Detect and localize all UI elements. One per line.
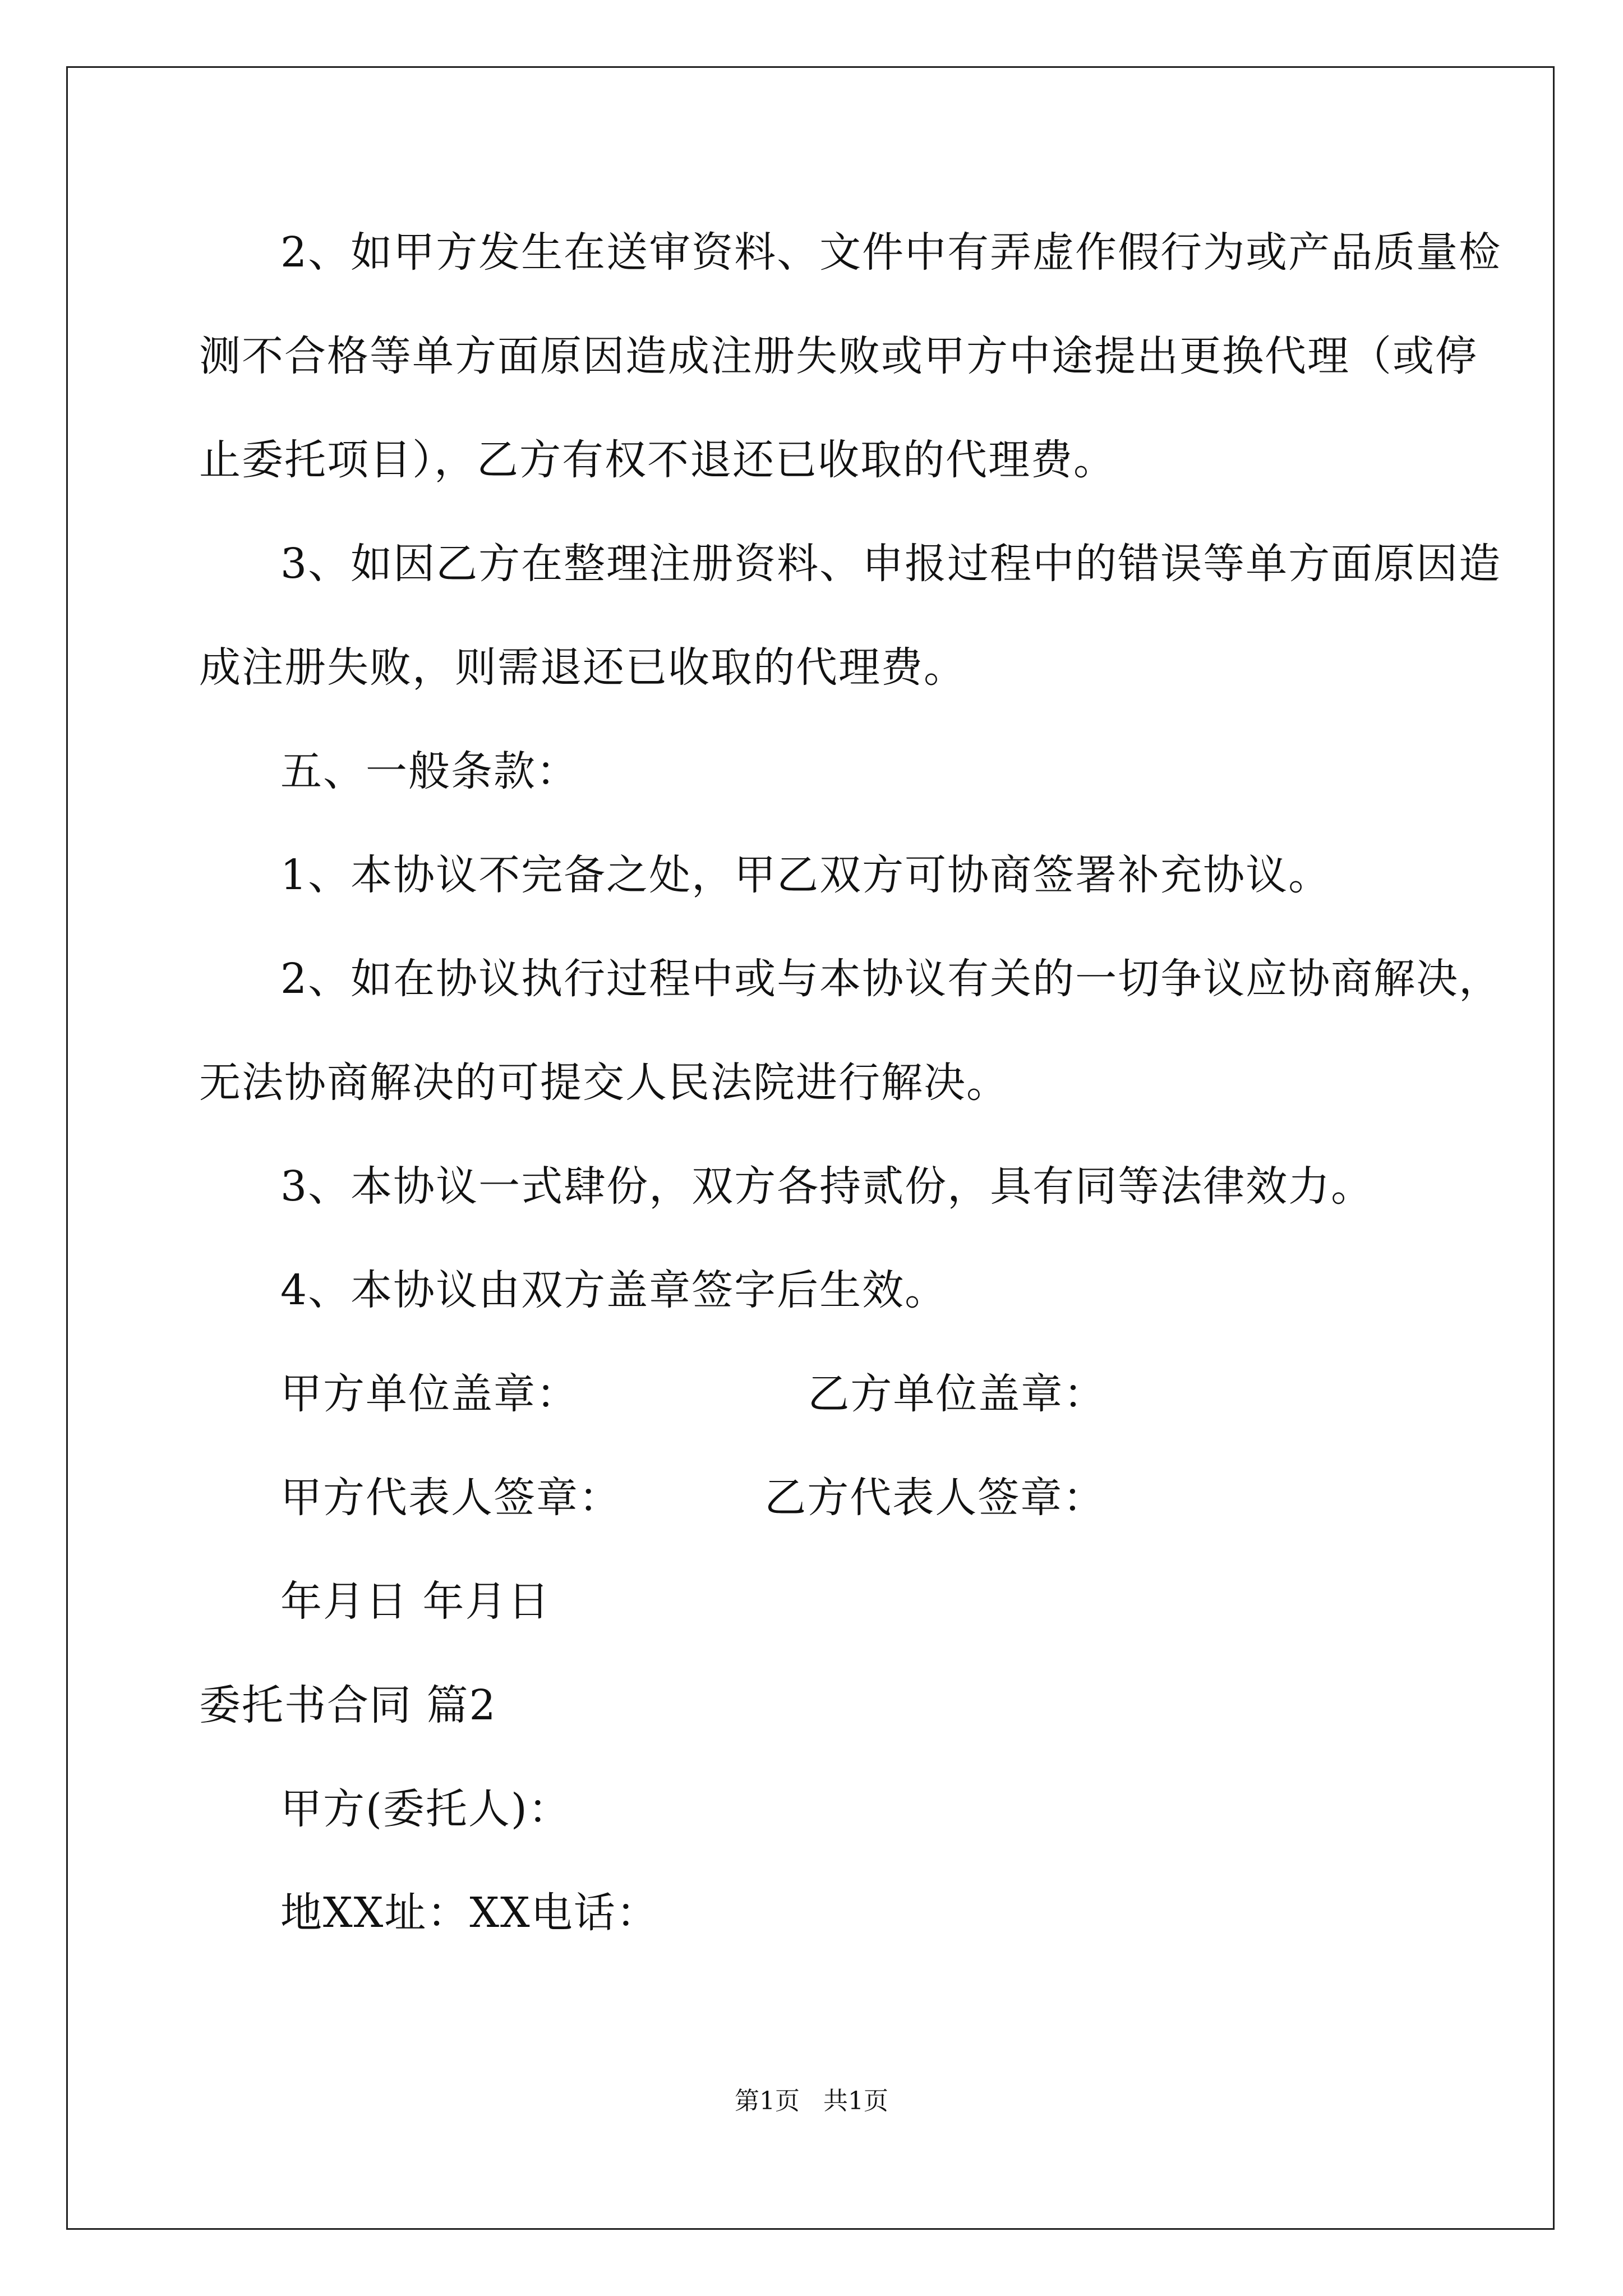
paragraph-line: 3、本协议一式肆份，双方各持贰份，具有同等法律效力。: [280, 1162, 1374, 1211]
paragraph-line: 无法协商解决的可提交人民法院进行解决。: [199, 1059, 1009, 1107]
paragraph-line: 2、如甲方发生在送审资料、文件中有弄虚作假行为或产品质量检: [280, 228, 1502, 277]
paragraph-line: 2、如在协议执行过程中或与本协议有关的一切争议应协商解决，: [280, 955, 1502, 1003]
paragraph-line: 1、本协议不完备之处，甲乙双方可协商签署补充协议。: [280, 851, 1331, 899]
paragraph-line: 成注册失败，则需退还已收取的代理费。: [199, 643, 966, 692]
page-footer: 第1页 共1页: [735, 2087, 888, 2115]
party-line: 甲方(委托人)：: [280, 1785, 571, 1833]
address-phone-line: 地XX址：XX电话：: [280, 1889, 659, 1937]
paragraph-line: 3、如因乙方在整理注册资料、申报过程中的错误等单方面原因造: [280, 540, 1502, 588]
paragraph-line: 4、本协议由双方盖章签字后生效。: [280, 1266, 948, 1314]
signature-seal-line: 甲方单位盖章： 乙方单位盖章：: [280, 1370, 1106, 1418]
section-title: 委托书合同 篇2: [199, 1681, 497, 1729]
paragraph-line: 测不合格等单方面原因造成注册失败或甲方中途提出更换代理（或停: [199, 332, 1478, 380]
section-heading: 五、一般条款：: [280, 747, 579, 795]
date-line: 年月日 年月日: [280, 1577, 551, 1626]
signature-representative-line: 甲方代表人签章： 乙方代表人签章：: [280, 1474, 1106, 1522]
paragraph-line: 止委托项目），乙方有权不退还已收取的代理费。: [199, 436, 1116, 484]
